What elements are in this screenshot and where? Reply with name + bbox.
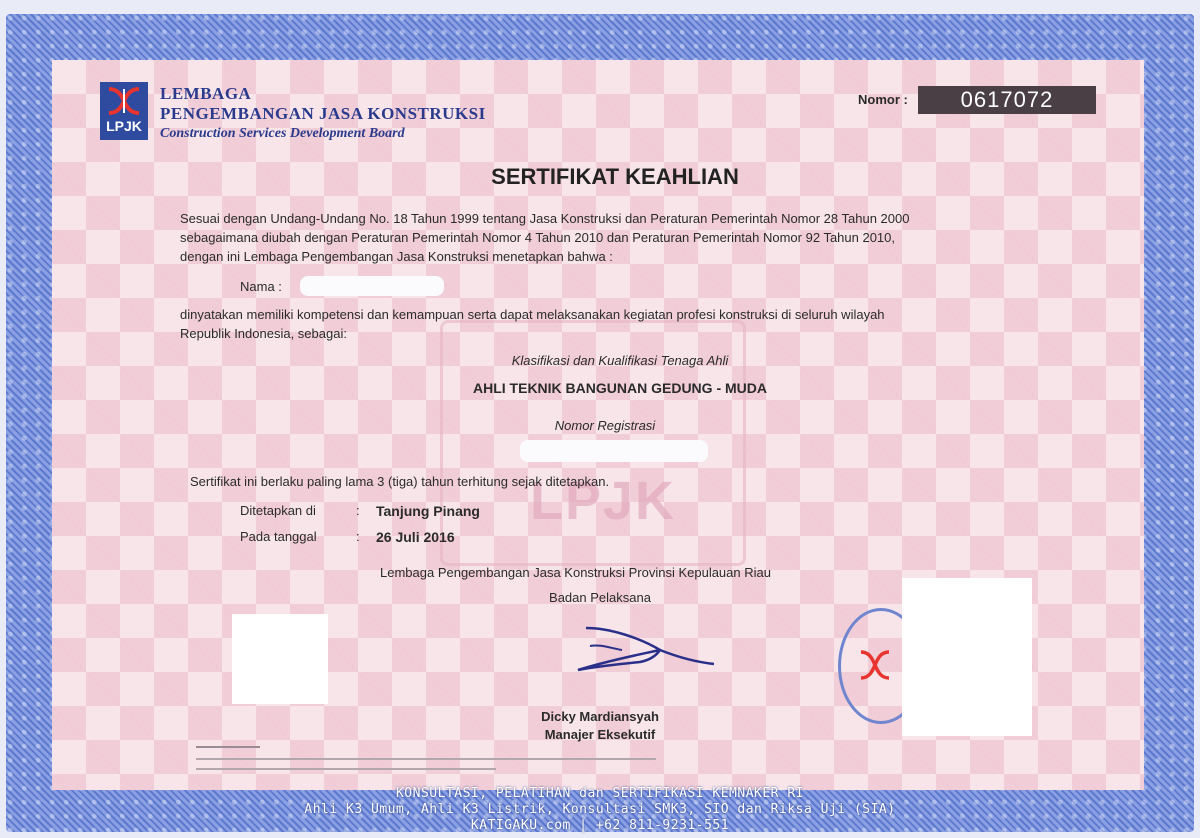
lpjk-logo-icon xyxy=(105,86,143,116)
klasifikasi-value: AHLI TEKNIK BANGUNAN GEDUNG - MUDA xyxy=(473,380,767,396)
photo-redacted xyxy=(232,614,328,704)
registrasi-label: Nomor Registrasi xyxy=(554,418,656,433)
validity-text: Sertifikat ini berlaku paling lama 3 (tiga) tahun terhitung sejak ditetapkan. xyxy=(190,474,610,489)
nama-redacted xyxy=(300,276,444,296)
seal-logo-icon xyxy=(858,648,892,682)
intro-line-3: dengan ini Lembaga Pengembangan Jasa Konstruksi menetapkan bahwa : xyxy=(180,249,613,264)
stamp-redacted xyxy=(902,578,1032,736)
signer-title: Manajer Eksekutif xyxy=(544,727,656,742)
competence-line-2: Republik Indonesia, sebagai: xyxy=(180,326,347,341)
footer-line-3: KATIGAKU.com | +62 811-9231-551 xyxy=(470,818,730,833)
logo-text: LPJK xyxy=(106,118,142,134)
footnote-block xyxy=(196,746,716,770)
klasifikasi-label: Klasifikasi dan Kualifikasi Tenaga Ahli xyxy=(511,353,729,368)
ditetapkan-value: Tanjung Pinang xyxy=(376,503,480,519)
certificate-title: SERTIFIKAT KEAHLIAN xyxy=(491,164,739,189)
ditetapkan-label: Ditetapkan di xyxy=(240,503,316,518)
signature xyxy=(570,618,720,678)
watermark-text: LPJK xyxy=(530,471,677,531)
nomor-label: Nomor : xyxy=(858,92,908,107)
intro-line-1: Sesuai dengan Undang-Undang No. 18 Tahun 1999 tentang Jasa Konstruksi dan Peraturan Pemerintah Nomor 28 Tahun 2000 xyxy=(180,211,910,226)
nomor-value: 0617072 xyxy=(918,86,1096,114)
nama-label: Nama : xyxy=(240,279,282,294)
org-name-english: Construction Services Development Board xyxy=(160,126,405,141)
signer-name: Dicky Mardiansyah xyxy=(541,709,659,724)
registrasi-redacted xyxy=(520,440,708,462)
org-name-line2: PENGEMBANGAN JASA KONSTRUKSI xyxy=(160,104,486,123)
footer-line-1: KONSULTASI, PELATIHAN dan SERTIFIKASI KEMNAKER RI xyxy=(395,786,804,801)
ditetapkan-colon: : xyxy=(356,503,360,518)
lpjk-logo xyxy=(100,82,148,140)
issuer-line-1: Lembaga Pengembangan Jasa Konstruksi Provinsi Kepulauan Riau xyxy=(380,565,771,580)
competence-line-1: dinyatakan memiliki kompetensi dan kemampuan serta dapat melaksanakan kegiatan profesi konstruksi di seluruh wilayah xyxy=(180,307,885,322)
tanggal-colon: : xyxy=(356,529,360,544)
org-name-line1: LEMBAGA xyxy=(160,84,252,103)
tanggal-label: Pada tanggal xyxy=(240,529,317,544)
intro-line-2: sebagaimana diubah dengan Peraturan Pemerintah Nomor 4 Tahun 2010 dan Peraturan Pemerintah Nomor 92 Tahun 2010, xyxy=(180,230,896,245)
issuer-line-2: Badan Pelaksana xyxy=(549,590,651,605)
footer-line-2: Ahli K3 Umum, Ahli K3 Listrik, Konsultasi SMK3, SIO dan Riksa Uji (SIA) xyxy=(304,802,896,817)
tanggal-value: 26 Juli 2016 xyxy=(376,529,455,545)
